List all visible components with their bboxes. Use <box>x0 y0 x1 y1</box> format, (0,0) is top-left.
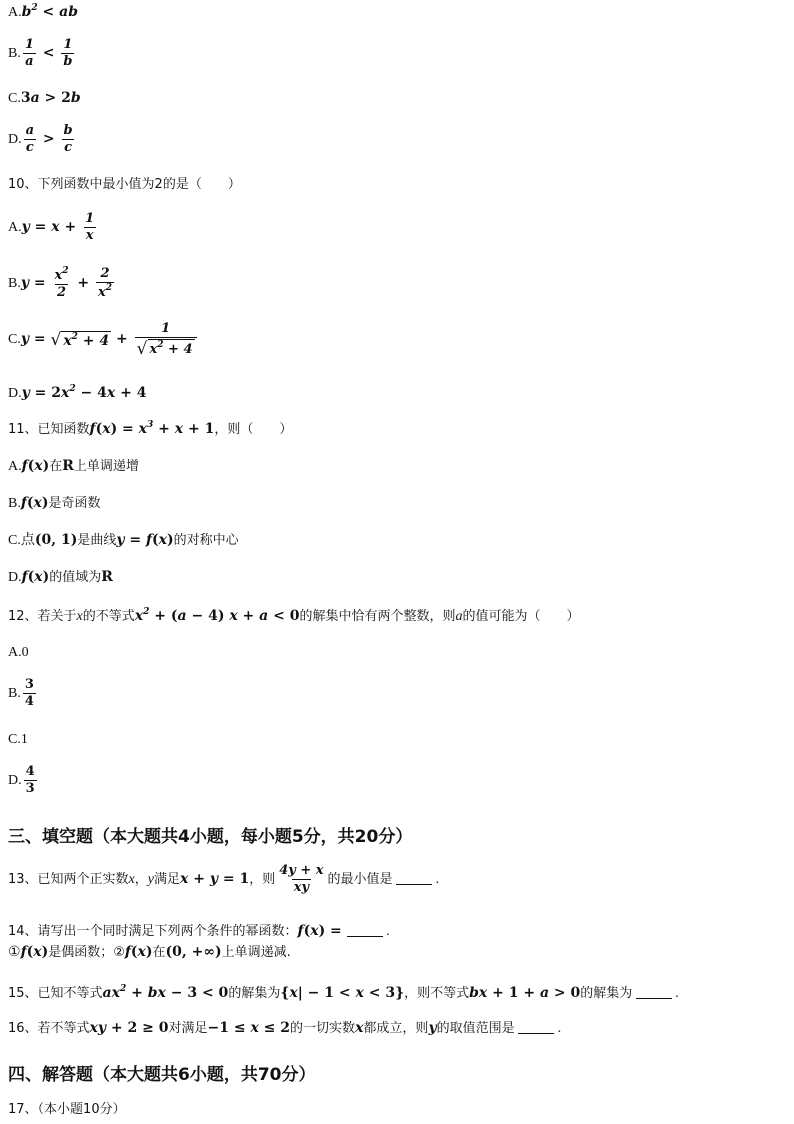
q16-answer-blank <box>518 1021 554 1034</box>
q12-option-c: C.1 <box>8 732 28 747</box>
q15: 15、已知不等式$ax^2$ + bx − 3 < 0的解集为{x| − 1 < x < 3}，则不等式bx + 1 + a > 0的解集为 . <box>8 984 679 1001</box>
q11-option-c: C.点(0, 1)是曲线y = f(x)的对称中心 <box>8 532 239 548</box>
q10-stem: 10、下列函数中最小值为2的是（ ） <box>8 177 241 192</box>
q12-option-a: A.0 <box>8 645 29 660</box>
q12-option-d: D. $\frac{4}{3}$ <box>8 764 35 797</box>
q9-option-d: D. $\frac{a}{c}$ > $\frac{b}{c}$ <box>8 123 73 156</box>
section-4-heading: 四、解答题（本大题共6小题，共70分） <box>8 1065 316 1085</box>
q10-option-d: $D.y = 2x^2 - 4x + 4$ <box>8 384 147 401</box>
q12-stem: 12、若关于x的不等式$x^2 + (a - 4) x + a < 0$的解集中恰有两个整数，则a的值可能为（ ） <box>8 607 580 624</box>
q14-answer-blank <box>347 924 383 937</box>
section-3-heading: 三、填空题（本大题共4小题，每小题5分，共20分） <box>8 827 413 847</box>
q15-answer-blank <box>636 986 672 999</box>
q16: 16、若不等式xy + 2 ≥ 0对满足−1 ≤ x ≤ 2的一切实数x都成立，则y的取值范围是 . <box>8 1020 562 1036</box>
q17: 17、（本小题10分） <box>8 1102 126 1117</box>
q12-option-b: B. $\frac{3}{4}$ <box>8 677 34 710</box>
q11-option-d: D.f(x)的值域为R <box>8 569 113 585</box>
q9-option-a: $A.b^2$ < ab <box>8 3 79 20</box>
q14-conditions: ①f(x)是偶函数；②f(x)在(0, +∞)上单调递减. <box>8 944 291 960</box>
q11-stem: 11、已知函数$f(x) = x^3 + x + 1$，则（ ） <box>8 420 293 437</box>
q10-option-a: A.y = x + $\frac{1}{x}$ <box>8 211 95 244</box>
q13: 13、已知两个正实数x，y满足x + y = 1，则 $\frac{4y + x}{xy}$ 的最小值是 . <box>8 863 440 896</box>
q10-option-b: B.y = $\frac{x^2}{2}$ + $\frac{2}{x^2}$ <box>8 266 113 301</box>
q11-option-b: B.f(x)是奇函数 <box>8 495 101 511</box>
q10-option-c: C.y = √ $x^2 + 4$ + 1 √ $x^2 + 4$ <box>8 322 199 358</box>
q14-stem: 14、请写出一个同时满足下列两个条件的幂函数：f(x) = . <box>8 923 390 939</box>
q9-option-c: C.3a > 2b <box>8 90 81 106</box>
q13-answer-blank <box>396 872 432 885</box>
q11-option-a: A.f(x)在R上单调递增 <box>8 458 139 474</box>
q9-option-b: B. $\frac{1}{a}$ < $\frac{1}{b}$ <box>8 37 73 70</box>
